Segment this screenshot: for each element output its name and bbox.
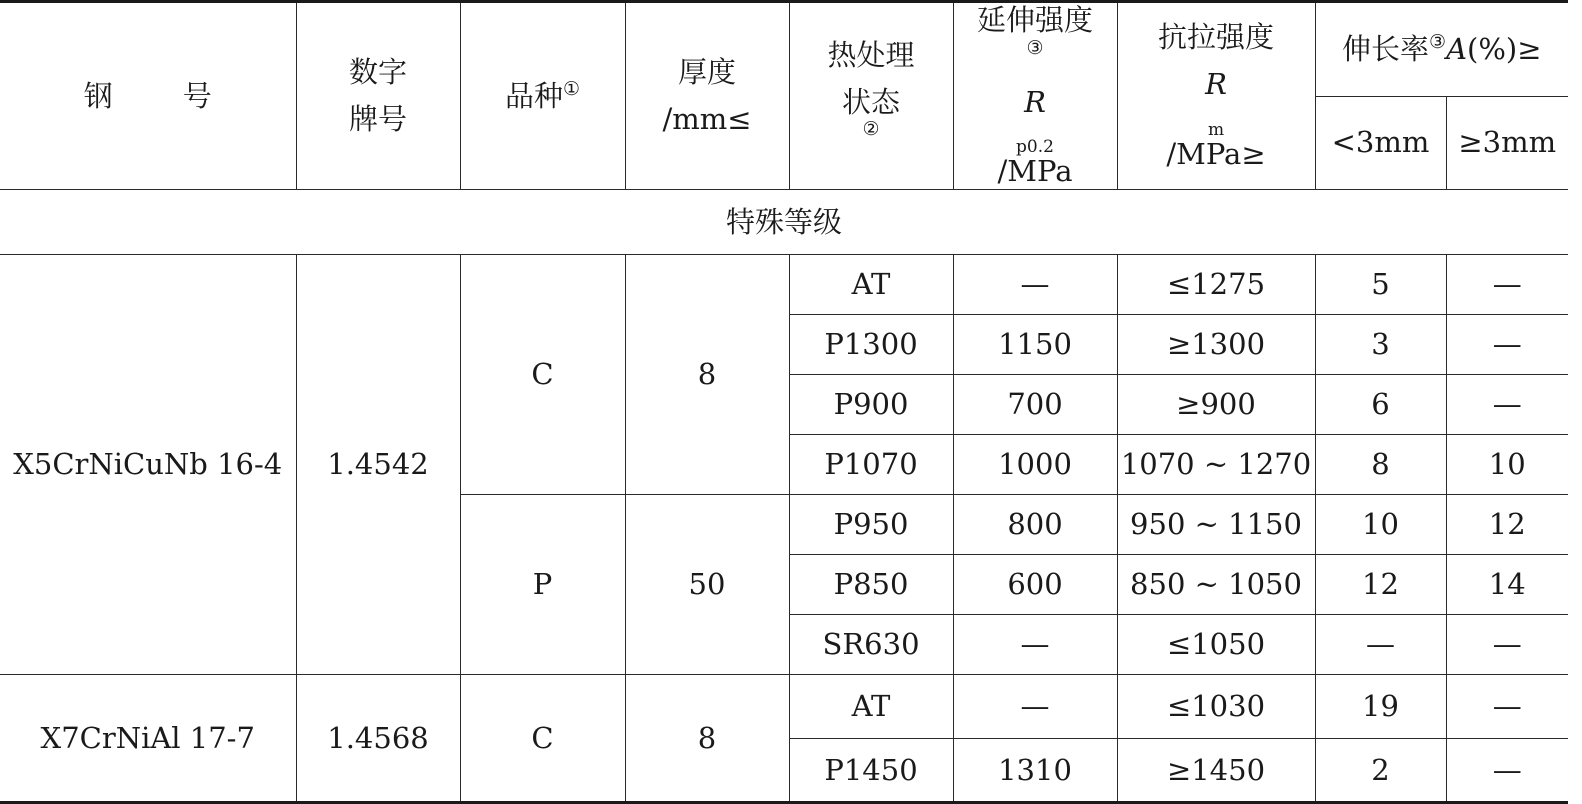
table-row [0,254,1568,314]
yield-strength-cell: 700 [953,374,1117,434]
section-row [0,189,1568,254]
steel-grade-cell: X5CrNiCuNb 16-4 [0,254,296,674]
elongation-ge3-cell: — [1446,738,1568,802]
elongation-ge3-cell: — [1446,674,1568,738]
tensile-strength-cell: ≥1450 [1117,738,1315,802]
header-thickness: 厚度 /mm≤ [625,2,789,190]
yield-strength-cell: 1000 [953,434,1117,494]
thickness-cell: 50 [625,494,789,674]
elongation-lt3-cell: 12 [1315,554,1446,614]
header-yield-strength: 延伸强度 ③ R $_{p0.2}$ /MPa [953,2,1117,190]
elongation-lt3-cell: 19 [1315,674,1446,738]
elongation-ge3-cell: 12 [1446,494,1568,554]
yield-strength-cell: 800 [953,494,1117,554]
heat-treatment-cell: P950 [789,494,953,554]
heat-treatment-cell: P1450 [789,738,953,802]
section-title: 特殊等级 [0,189,1568,254]
heat-treatment-cell: SR630 [789,614,953,674]
heat-treatment-cell: P850 [789,554,953,614]
yield-strength-cell: — [953,254,1117,314]
elongation-ge3-cell: 14 [1446,554,1568,614]
yield-strength-cell: — [953,614,1117,674]
variety-cell: C [460,674,625,802]
thickness-cell: 8 [625,254,789,494]
table-row [0,674,1568,738]
elongation-lt3-cell: 2 [1315,738,1446,802]
elongation-lt3-cell: 5 [1315,254,1446,314]
elongation-ge3-cell: — [1446,254,1568,314]
elongation-lt3-cell: — [1315,614,1446,674]
tensile-strength-cell: 1070 ~ 1270 [1117,434,1315,494]
header-row [0,2,1568,97]
number-cell: 1.4568 [296,674,460,802]
header-tensile-strength: 抗拉强度 R $_m$ /MPa≥ [1117,2,1315,190]
elongation-lt3-cell: 10 [1315,494,1446,554]
heat-treatment-cell: P1300 [789,314,953,374]
header-heat-treatment: 热处理 状态 ② [789,2,953,190]
variety-cell: P [460,494,625,674]
elongation-ge3-cell: 10 [1446,434,1568,494]
tensile-strength-cell: ≤1050 [1117,614,1315,674]
elongation-lt3-cell: 3 [1315,314,1446,374]
heat-treatment-cell: AT [789,674,953,738]
elongation-lt3-cell: 8 [1315,434,1446,494]
tensile-strength-cell: ≥1300 [1117,314,1315,374]
header-steel-grade: 钢 号 [0,2,296,190]
header-number: 数字 牌号 [296,2,460,190]
elongation-lt3-cell: 6 [1315,374,1446,434]
header-variety: 品种① [460,2,625,190]
tensile-strength-cell: ≥900 [1117,374,1315,434]
tensile-strength-cell: 950 ~ 1150 [1117,494,1315,554]
tensile-strength-cell: ≤1275 [1117,254,1315,314]
heat-treatment-cell: P1070 [789,434,953,494]
header-elongation-lt3: <3mm [1315,96,1446,189]
yield-strength-cell: — [953,674,1117,738]
heat-treatment-cell: AT [789,254,953,314]
tensile-strength-cell: 850 ~ 1050 [1117,554,1315,614]
steel-grade-cell: X7CrNiAl 17-7 [0,674,296,802]
elongation-ge3-cell: — [1446,314,1568,374]
variety-cell: C [460,254,625,494]
tensile-strength-cell: ≤1030 [1117,674,1315,738]
header-elongation-ge3: ≥3mm [1446,96,1568,189]
thickness-cell: 8 [625,674,789,802]
yield-strength-cell: 1310 [953,738,1117,802]
heat-treatment-cell: P900 [789,374,953,434]
header-elongation: 伸长率③A(%)≥ [1315,2,1568,97]
number-cell: 1.4542 [296,254,460,674]
yield-strength-cell: 1150 [953,314,1117,374]
yield-strength-cell: 600 [953,554,1117,614]
elongation-ge3-cell: — [1446,374,1568,434]
elongation-ge3-cell: — [1446,614,1568,674]
